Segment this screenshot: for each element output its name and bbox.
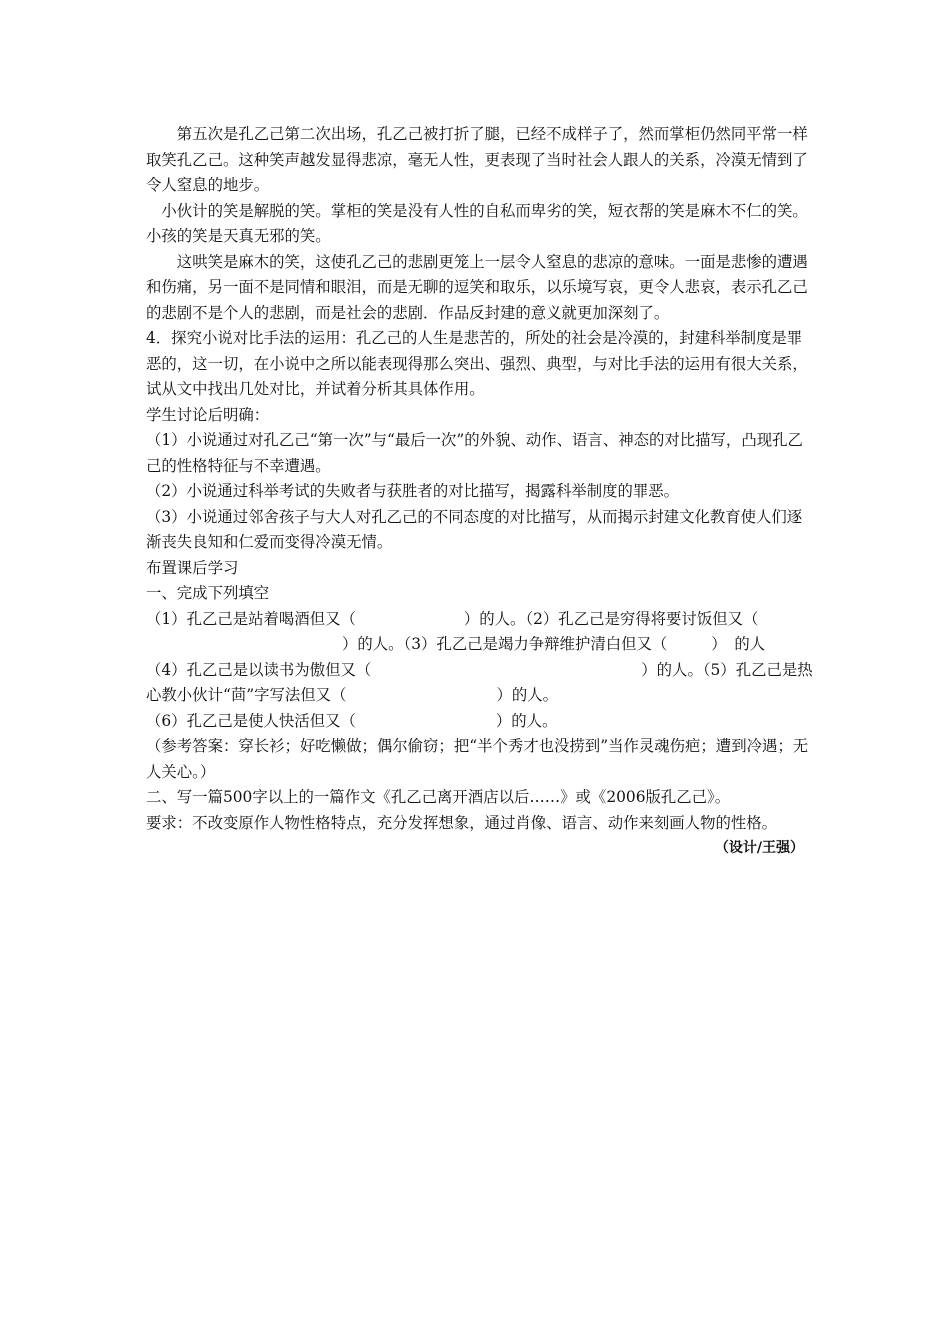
fill-text: ）的人。（2）孔乙己是穷得将要讨饭但又（ — [463, 609, 759, 628]
fill-blank-6 — [146, 709, 816, 735]
fill-text: （4）孔乙己是以读书为傲但又（ — [146, 660, 372, 679]
contrast-point-2: （2）小说通过科举考试的失败者与获胜者的对比描写，揭露科举制度的罪恶。 — [146, 482, 680, 500]
fill-text: ）的人。 — [495, 711, 558, 730]
paragraph-fifth-appearance: 第五次是孔乙己第二次出场，孔乙己被打折了腿，已经不成样子了，然而掌柜仍然同平常一样取笑孔乙己。这种笑声越发显得悲凉，毫无人性，更表现了当时社会人跟人的关系，冷漠无情到了令人窒息的地步。 — [146, 125, 808, 194]
essay-requirements: 要求：不改变原作人物性格特点，充分发挥想象，通过肖像、语言、动作来刻画人物的性格。 — [146, 813, 778, 832]
contrast-point-3: （3）小说通过邻舍孩子与大人对孔乙己的不同态度的对比描写，从而揭示封建文化教育使人们逐渐丧失良知和仁爱而变得冷漠无情。 — [146, 507, 803, 551]
discussion-heading: 学生讨论后明确： — [146, 405, 270, 424]
homework-heading: 布置课后学习 — [146, 558, 239, 577]
reference-answers: （参考答案：穿长衫；好吃懒做；偶尔偷窃；把“半个秀才也没捞到”当作灵魂伤疤；遭到冷遇；无人关心。） — [146, 737, 809, 781]
document-body — [146, 122, 816, 862]
question-4: 4．探究小说对比手法的运用：孔乙己的人生是悲苦的，所处的社会是冷漠的，封建科举制度是罪恶的，这一切，在小说中之所以能表现得那么突出、强烈、典型，与对比手法的运用有很大关系，试从文中找出几处对比，并试着分析其具体作用。 — [146, 329, 808, 398]
fill-text: ）的人。（3）孔乙己是竭力争辩维护清白但又（ — [342, 635, 668, 653]
essay-task: 二、写一篇500字以上的一篇作文《孔乙己离开酒店以后……》或《2006版孔乙己》。 — [146, 788, 731, 806]
paragraph-tragedy: 这哄笑是麻木的笑，这使孔乙己的悲剧更笼上一层令人窒息的悲凉的意味。一面是悲惨的遭遇和伤痛，另一面不是同情和眼泪，而是无聊的逗笑和取乐，以乐境写哀，更令人悲哀，表示孔乙己的悲剧不是个人的悲剧，而是社会的悲剧．作品反封建的意义就更加深刻了。 — [146, 252, 808, 322]
paragraph-laughter-types: 小伙计的笑是解脱的笑。掌柜的笑是没有人性的自私而卑劣的笑，短衣帮的笑是麻木不仁的笑。小孩的笑是天真无邪的笑。 — [146, 201, 808, 245]
contrast-point-1: （1）小说通过对孔乙己“第一次”与“最后一次”的外貌、动作、语言、神态的对比描写，凸现孔乙己的性格特征与不幸遭遇。 — [146, 431, 803, 475]
fill-text: （1）孔乙己是站着喝酒但又（ — [146, 609, 356, 628]
fill-text: （6）孔乙己是使人快活但又（ — [146, 711, 356, 730]
fill-blank-4-5 — [146, 658, 816, 709]
fill-blank-1-3 — [146, 607, 816, 658]
fill-text: ）的人。 — [496, 686, 559, 704]
fill-blank-heading: 一、完成下列填空 — [146, 584, 270, 602]
fill-text: ）的人。（5）孔乙己是热心教小伙计“茴”字写法但又（ — [146, 660, 813, 704]
fill-text: ） 的人 — [711, 635, 766, 653]
author-credit: （设计/王强） — [714, 840, 804, 856]
